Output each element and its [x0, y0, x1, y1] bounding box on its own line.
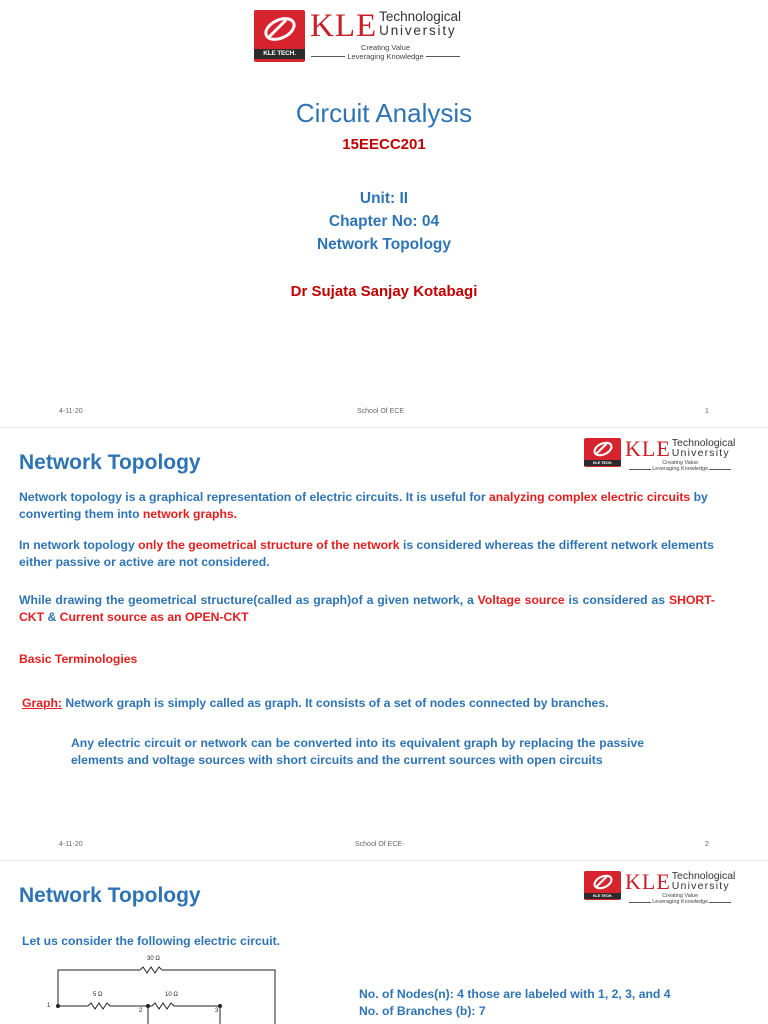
- university-logo: [254, 10, 461, 62]
- footer-school: School Of ECE-: [355, 841, 405, 848]
- kle-tech-logo-icon: KLE TECH.: [584, 871, 621, 900]
- node-label-2: 2: [139, 1008, 143, 1014]
- author-name: Dr Sujata Sanjay Kotabagi: [290, 283, 478, 300]
- kle-tech-logo-icon: KLE TECH.: [584, 438, 621, 467]
- paragraph-sources: While drawing the geometrical structure(called as graph)of a given network, a Voltage source is considered as SHORT-CKT & Current source as an OPEN-CKT: [19, 593, 715, 624]
- logo-tagline-1: Creating Value: [360, 43, 411, 52]
- slide-title: Network Topology: [19, 884, 201, 907]
- topic-label: Network Topology: [316, 236, 452, 253]
- slide-separator: [0, 860, 768, 861]
- resistor-label-left: 5 Ω: [93, 992, 103, 998]
- node-label-1: 1: [47, 1003, 51, 1009]
- paragraph-conversion: Any electric circuit or network can be converted into its equivalent graph by replacing the passive elements and voltage sources with short circuits and the current sources with open circuits: [71, 736, 644, 767]
- course-title: Circuit Analysis: [295, 98, 473, 128]
- kle-tech-logo-icon: KLE TECH.: [254, 10, 305, 62]
- branches-count: No. of Branches (b): 7: [359, 1004, 486, 1018]
- resistor-label-top: 30 Ω: [147, 956, 160, 962]
- paragraph-definition: Network topology is a graphical representation of electric circuits. It is useful for analyzing complex electric circuits by converting them into network graphs.: [19, 490, 708, 521]
- footer-date: 4-11-20: [59, 408, 83, 415]
- footer-school: School Of ECE: [357, 408, 405, 415]
- nodes-count: No. of Nodes(n): 4 those are labeled with 1, 2, 3, and 4: [359, 987, 671, 1001]
- course-code: 15EECC201: [342, 136, 426, 153]
- footer-page-number: 2: [705, 841, 709, 848]
- logo-tagline-2: Leveraging Knowledge: [347, 52, 424, 61]
- slide-separator: [0, 427, 768, 428]
- logo-line-1: Technological: [379, 9, 461, 24]
- footer-page-number: 1: [705, 408, 709, 415]
- university-logo-small: KLE TECH. KLE Technological University Creating Value Leveraging Knowledge: [584, 438, 735, 472]
- node-label-3: 3: [215, 1008, 219, 1014]
- slide-title: Network Topology: [19, 451, 201, 474]
- basic-terminologies-heading: Basic Terminologies: [19, 652, 138, 666]
- graph-label: Graph:: [22, 696, 62, 710]
- university-logo-small: KLE TECH. KLE Technological University Creating Value Leveraging Knowledge: [584, 871, 735, 905]
- chapter-label: Chapter No: 04: [328, 213, 440, 230]
- circuit-diagram: [40, 952, 290, 1024]
- footer-date: 4-11-20: [59, 841, 83, 848]
- logo-line-2: University: [379, 23, 457, 38]
- resistor-label-mid: 10 Ω: [165, 992, 178, 998]
- paragraph-geometry: In network topology only the geometrical structure of the network is considered whereas the different network elements either passive or active are not considered.: [19, 538, 714, 569]
- graph-definition: Graph: Network graph is simply called as graph. It consists of a set of nodes connected by branches.: [22, 696, 609, 710]
- circuit-intro: Let us consider the following electric circuit.: [22, 934, 281, 948]
- unit-label: Unit: II: [359, 190, 409, 207]
- logo-kle-text: KLE: [310, 8, 378, 44]
